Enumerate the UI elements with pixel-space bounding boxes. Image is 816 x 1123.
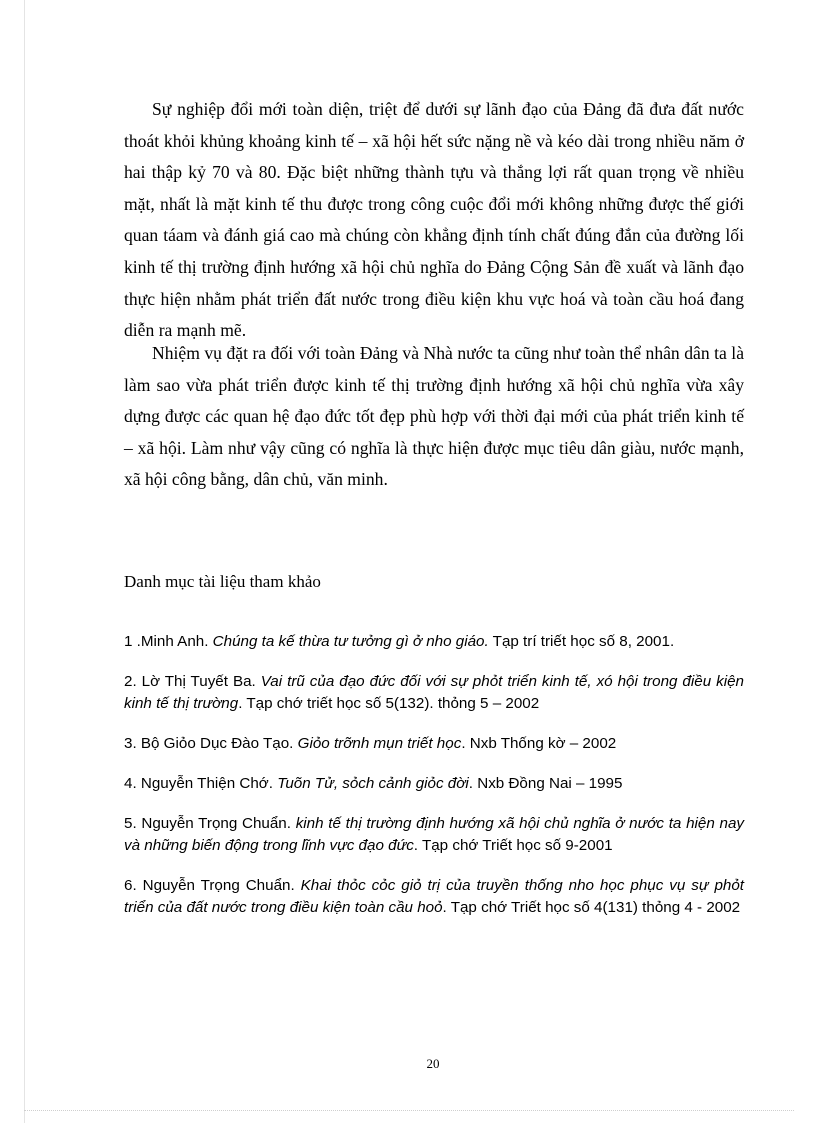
reference-author: 5. Nguyễn Trọng Chuẩn. xyxy=(124,815,296,832)
paragraph-text: Nhiệm vụ đặt ra đối với toàn Đảng và Nhà nước ta cũng như toàn thể nhân dân ta là làm sao vừa phát triển được kinh tế thị trường định hướng xã hội chủ nghĩa vừa xây dựng được các quan hệ đạo đức tốt đẹp phù hợp với thời đại mới của phát triển kinh tế – xã hội. Làm như vậy cũng có nghĩa là thực hiện được mục tiêu dân giàu, nước mạnh, xã hội công bằng, dân chủ, văn minh. xyxy=(124,343,744,490)
reference-item xyxy=(124,671,744,715)
reference-publication: . Nxb Thống kờ – 2002 xyxy=(461,735,617,752)
reference-author: 1 .Minh Anh. xyxy=(124,633,213,650)
reference-publication: . Tạp chớ Triết học số 9-2001 xyxy=(413,837,613,854)
body-paragraph-1 xyxy=(124,94,744,347)
reference-title: Tuõn Tử, sỏch cảnh giỏc đời xyxy=(277,775,469,792)
reference-item xyxy=(124,773,744,795)
page-bottom-rule xyxy=(24,1110,794,1111)
reference-publication: . Nxb Đồng Nai – 1995 xyxy=(468,775,623,792)
reference-publication: . Tạp chớ Triết học số 4(131) thỏng 4 - 2002 xyxy=(442,899,741,916)
reference-author: 6. Nguyễn Trọng Chuẩn. xyxy=(124,877,301,894)
reference-author: 4. Nguyễn Thiện Chớ. xyxy=(124,775,278,792)
reference-item xyxy=(124,875,744,919)
reference-title: Giỏo trỡnh mụn triết học xyxy=(297,735,462,752)
reference-title: Chúng ta kế thừa tư tưởng gì ở nho giáo. xyxy=(212,633,489,650)
reference-author: 3. Bộ Giỏo Dục Đào Tạo. xyxy=(124,735,298,752)
reference-item xyxy=(124,813,744,857)
reference-title: kinh tế thị trường định hướng xã hội chủ nghĩa ở nước ta hiện nay và những biến động trong lĩnh vực đạo đức xyxy=(124,815,745,854)
reference-author: 2. Lờ Thị Tuyết Ba. xyxy=(124,673,261,690)
references-list xyxy=(124,631,744,937)
body-paragraph-2 xyxy=(124,338,744,496)
references-heading: Danh mục tài liệu tham khảo xyxy=(124,572,321,591)
reference-item xyxy=(124,733,744,755)
reference-title: Vai trũ của đạo đức đối với sự phỏt triển kinh tế, xó hội trong điều kiện kinh tế thị trường xyxy=(124,673,744,712)
reference-publication: Tạp trí triết học số 8, 2001. xyxy=(488,633,675,650)
reference-item xyxy=(124,631,744,653)
page-number: 20 xyxy=(426,1056,440,1071)
reference-title: Khai thỏc cỏc giỏ trị của truyền thống nho học phục vụ sự phỏt triển của đất nước trong điều kiện toàn cầu hoỏ xyxy=(124,877,745,916)
reference-publication: . Tạp chớ triết học số 5(132). thỏng 5 – 2002 xyxy=(238,695,540,712)
paragraph-text: Sự nghiệp đổi mới toàn diện, triệt để dưới sự lãnh đạo của Đảng đã đưa đất nước thoát khỏi khủng khoảng kinh tế – xã hội hết sức nặng nề và kéo dài trong nhiều năm ở hai thập kỷ 70 và 80. Đặc biệt những thành tựu và thắng lợi rất quan trọng về nhiều mặt, nhất là mặt kinh tế thu được trong công cuộc đổi mới không những được thế giới quan táam và đánh giá cao mà chúng còn khẳng định tính chất đúng đắn của đường lối kinh tế thị trường định hướng xã hội chủ nghĩa do Đảng Cộng Sản đề xuất và lãnh đạo thực hiện nhằm phát triển đất nước trong điều kiện khu vực hoá và toàn cầu hoá đang diễn ra mạnh mẽ. xyxy=(124,99,744,341)
